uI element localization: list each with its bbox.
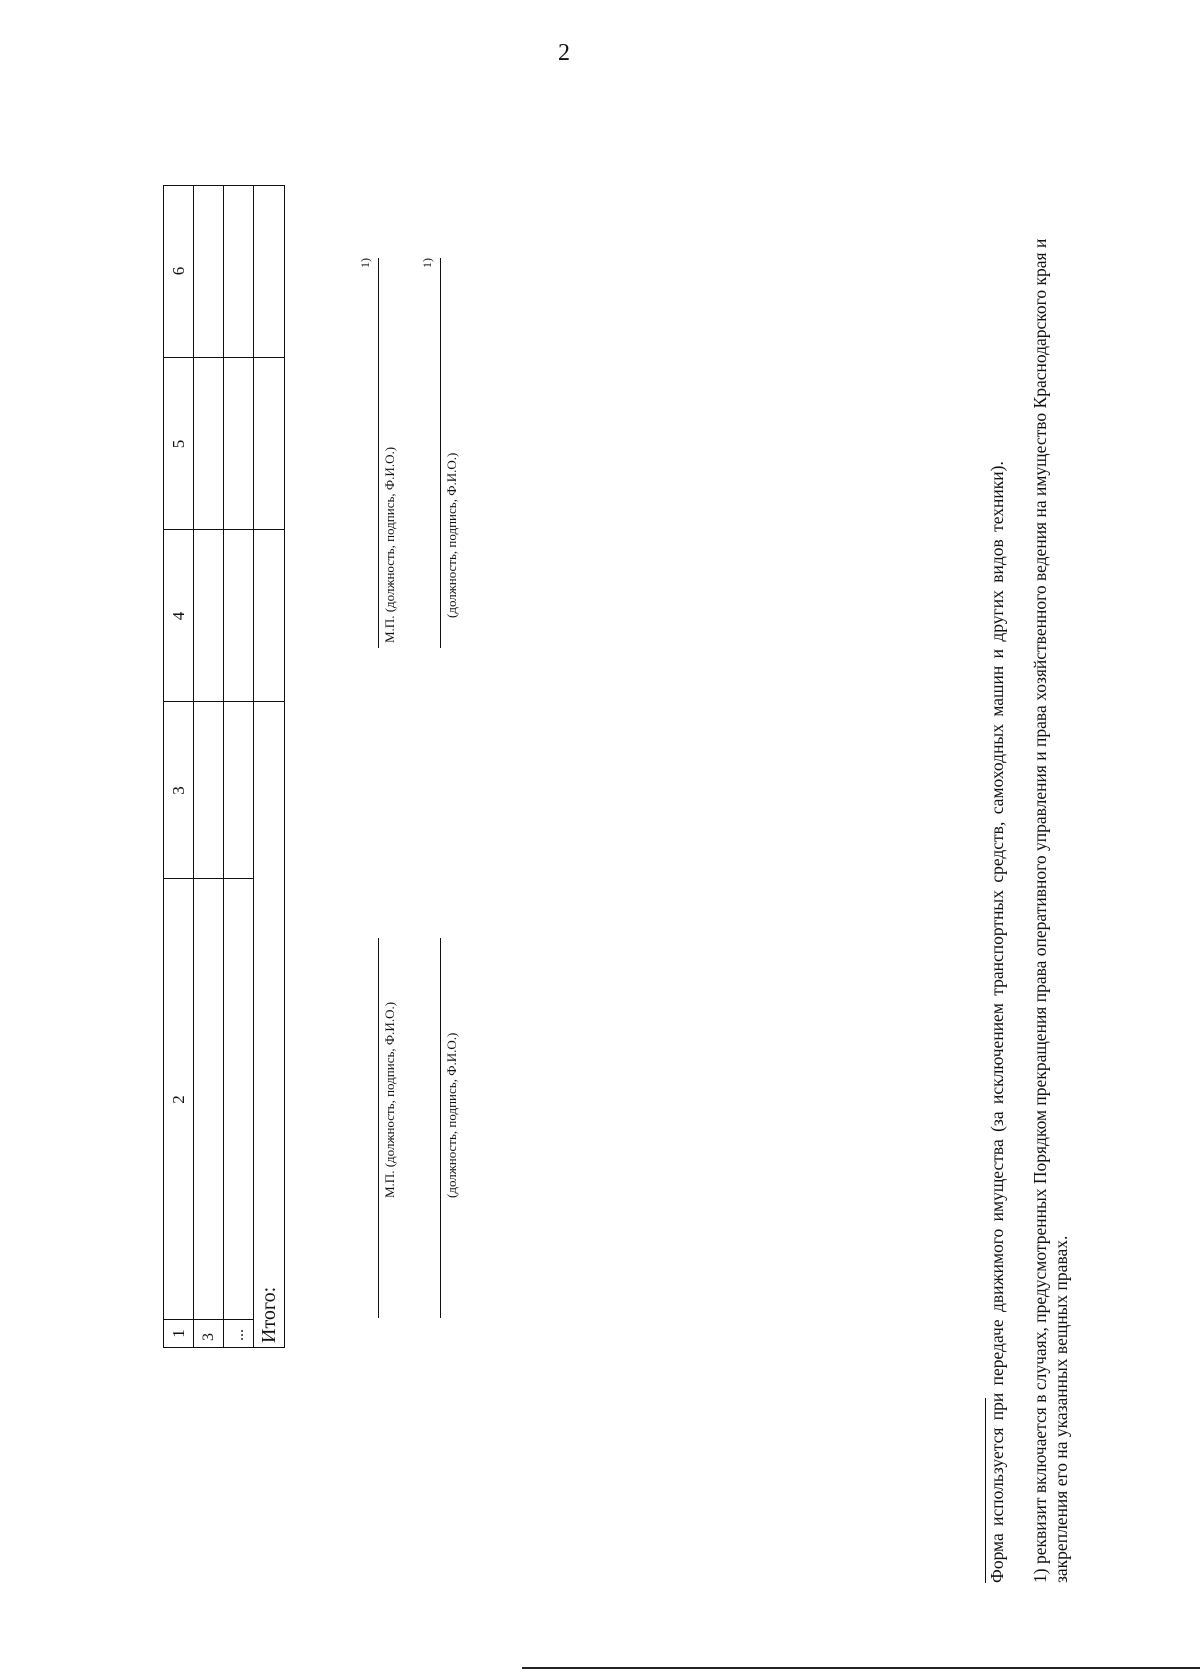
header-cell-3: 3 <box>168 786 188 795</box>
footnote-mark-1: 1) <box>358 258 372 268</box>
signature-line-right-2 <box>440 258 441 648</box>
total-label: Итого: <box>257 1286 280 1343</box>
signature-caption-left-1: М.П. (должность, подпись, Ф.И.О.) <box>382 1001 397 1198</box>
header-cell-1: 1 <box>168 1329 188 1338</box>
table-row <box>224 186 254 1347</box>
signature-line-right-1 <box>378 258 379 648</box>
property-table <box>163 185 285 1348</box>
row-number: ... <box>229 1329 247 1341</box>
footnote-separator <box>985 1398 986 1583</box>
page-bottom-edge <box>522 1667 1200 1669</box>
signature-line-left-1 <box>378 938 379 1318</box>
table-row <box>194 186 224 1347</box>
header-cell-6: 6 <box>168 266 188 276</box>
header-cell-2: 2 <box>168 1095 188 1104</box>
signature-line-left-2 <box>440 938 441 1318</box>
row-number: 3 <box>199 1333 217 1341</box>
footnote-1: 1) реквизит включается в случаях, предусмотренных Порядком прекращения права оперативного управления и права хозяйственного ведения на имущество Краснодарского края и закрепления его на указанных вещных правах. <box>1030 238 1071 1583</box>
signature-caption-right-2: (должность, подпись, Ф.И.О.) <box>444 452 459 618</box>
header-cell-4: 4 <box>168 611 188 621</box>
footnote-main: Форма используется при передаче движимого имущества (за исключением транспортных средств, самоходных машин и других видов техники). <box>987 461 1007 1583</box>
table-header-row <box>164 186 194 1347</box>
footnote-mark-2: 1) <box>420 258 434 268</box>
header-cell-5: 5 <box>168 439 188 449</box>
signature-caption-right-1: М.П. (должность, подпись, Ф.И.О.) <box>382 446 397 643</box>
signature-caption-left-2: (должность, подпись, Ф.И.О.) <box>444 1032 459 1198</box>
table-total-row <box>254 186 284 1347</box>
page-number: 2 <box>558 40 570 66</box>
